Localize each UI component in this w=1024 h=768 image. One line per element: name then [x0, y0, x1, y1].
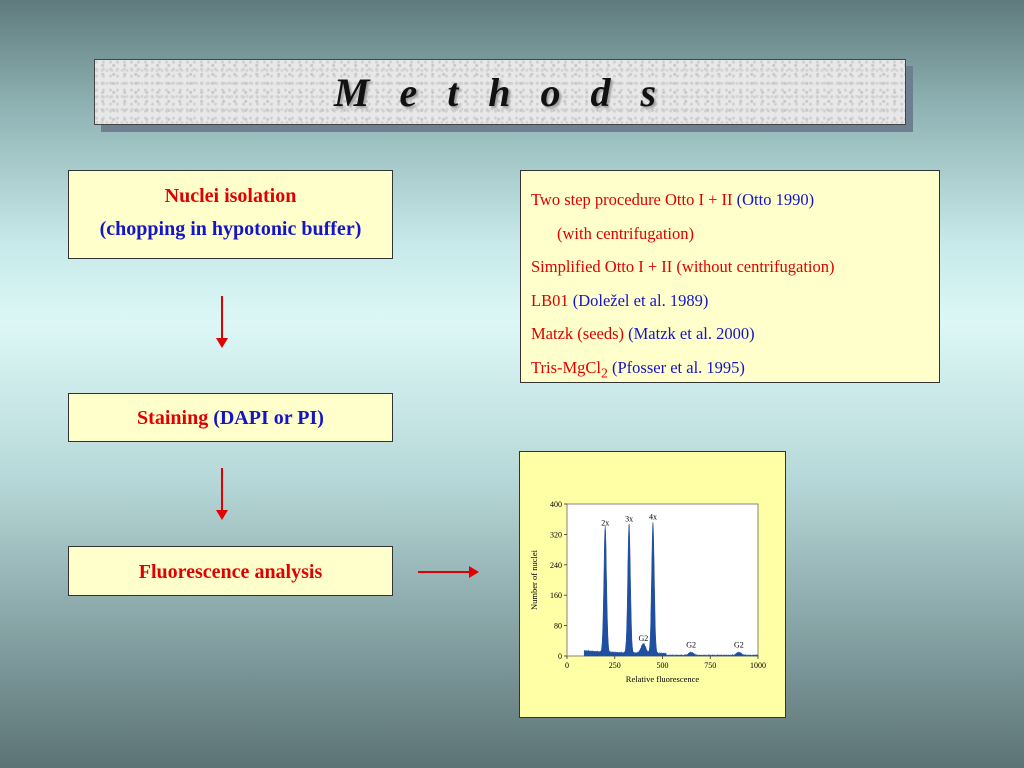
histogram-panel	[519, 451, 786, 718]
y-tick-label: 160	[550, 591, 562, 601]
method-item	[531, 183, 929, 217]
x-tick-label: 0	[565, 661, 569, 670]
x-tick-label: 500	[656, 661, 669, 670]
peak-label: 3x	[625, 514, 634, 524]
x-tick-label: 1000	[750, 661, 766, 670]
arrow-down-2	[221, 468, 223, 512]
isolation-detail: (chopping in hypotonic buffer)	[99, 218, 362, 240]
y-tick-label: 320	[550, 530, 562, 540]
method-text: Tris-MgCl	[531, 357, 602, 377]
method-item	[531, 317, 929, 351]
method-text: Matzk (seeds)	[531, 324, 625, 343]
y-tick-label: 240	[550, 560, 562, 570]
analysis-label: Fluorescence analysis	[138, 561, 323, 583]
arrow-right	[418, 571, 470, 573]
y-tick-label: 400	[550, 500, 562, 509]
plot-area	[567, 504, 758, 656]
staining-label: Staining	[137, 407, 209, 429]
method-subscript: 2	[601, 364, 608, 380]
x-tick-label: 750	[704, 661, 717, 670]
peak-label: G2	[638, 634, 649, 644]
y-tick-label: 80	[554, 621, 562, 631]
method-text: Simplified Otto I + II (without centrifugation)	[531, 257, 835, 276]
slide-title: M e t h o d s	[333, 69, 667, 115]
staining-detail: (DAPI or PI)	[213, 407, 324, 429]
method-item	[531, 217, 929, 251]
staining-box	[68, 393, 393, 442]
histogram-chart	[520, 452, 785, 717]
peak-label: 4x	[648, 512, 657, 522]
methods-list-box	[520, 170, 940, 383]
isolation-title: Nuclei isolation	[164, 185, 297, 207]
peak-label: G2	[734, 640, 744, 650]
methods-list	[521, 171, 939, 389]
title-banner	[94, 59, 906, 125]
method-ref: (Pfosser et al. 1995)	[612, 357, 745, 377]
method-text: LB01	[531, 290, 569, 310]
method-item	[531, 250, 929, 284]
method-item	[531, 351, 929, 390]
peak-label: 2x	[601, 518, 610, 528]
method-ref: (Matzk et al. 2000)	[628, 324, 755, 343]
x-tick-label: 250	[608, 661, 621, 670]
method-text: (with centrifugation)	[557, 223, 694, 243]
x-axis-label: Relative fluorescence	[625, 674, 700, 684]
method-item	[531, 284, 929, 318]
peak-label: G2	[686, 640, 697, 650]
y-axis-label: Number of nuclei	[529, 550, 539, 610]
method-ref: (Otto 1990)	[736, 190, 815, 209]
nuclei-isolation-box	[68, 170, 393, 259]
y-tick-label: 0	[558, 652, 562, 661]
method-ref: (Doležel et al. 1989)	[572, 290, 709, 310]
arrow-down-1	[221, 296, 223, 340]
fluorescence-analysis-box	[68, 546, 393, 596]
method-text: Two step procedure Otto I + II	[531, 190, 733, 209]
